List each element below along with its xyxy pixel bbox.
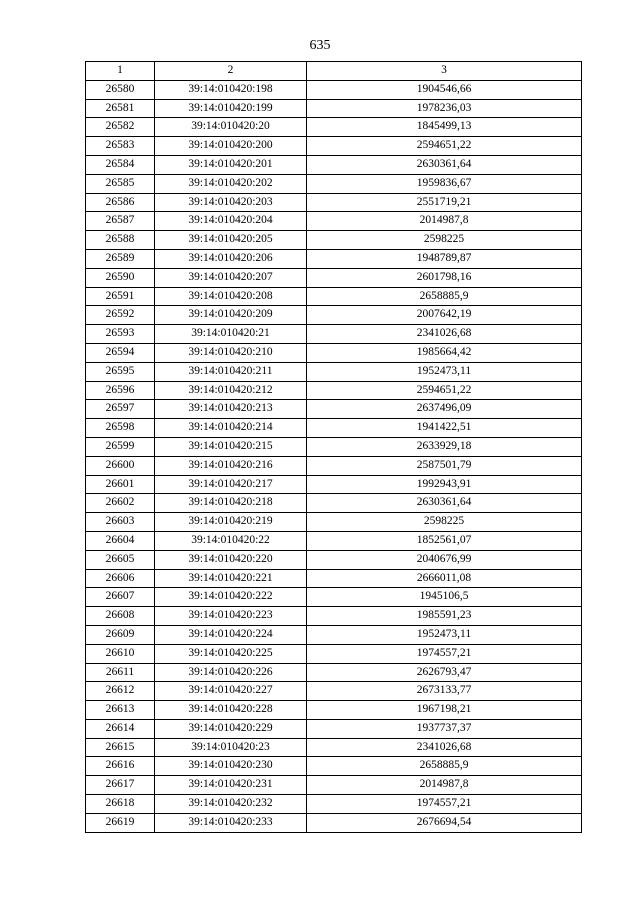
cadastral-number-cell: 39:14:010420:202 xyxy=(155,174,307,193)
row-number-cell: 26592 xyxy=(86,306,155,325)
table-row xyxy=(86,137,582,156)
cadastral-number-cell: 39:14:010420:224 xyxy=(155,625,307,644)
value-cell: 2341026,68 xyxy=(307,325,582,344)
table-body xyxy=(86,62,582,833)
value-cell: 2598225 xyxy=(307,231,582,250)
value-cell: 1952473,11 xyxy=(307,625,582,644)
value-cell: 2630361,64 xyxy=(307,155,582,174)
cadastral-number-cell: 39:14:010420:20 xyxy=(155,118,307,137)
row-number-cell: 26606 xyxy=(86,569,155,588)
value-cell: 2633929,18 xyxy=(307,437,582,456)
table-row xyxy=(86,193,582,212)
value-cell: 1974557,21 xyxy=(307,644,582,663)
value-cell: 1952473,11 xyxy=(307,362,582,381)
value-cell: 2637496,09 xyxy=(307,400,582,419)
row-number-cell: 26596 xyxy=(86,381,155,400)
value-cell: 1985591,23 xyxy=(307,607,582,626)
row-number-cell: 26583 xyxy=(86,137,155,156)
table-row xyxy=(86,588,582,607)
value-cell: 2673133,77 xyxy=(307,682,582,701)
table-row xyxy=(86,663,582,682)
table-row xyxy=(86,381,582,400)
cadastral-number-cell: 39:14:010420:219 xyxy=(155,513,307,532)
table-row xyxy=(86,268,582,287)
table-row xyxy=(86,80,582,99)
row-number-cell: 26601 xyxy=(86,475,155,494)
cadastral-number-cell: 39:14:010420:221 xyxy=(155,569,307,588)
row-number-cell: 26589 xyxy=(86,249,155,268)
table-row xyxy=(86,701,582,720)
table-row xyxy=(86,287,582,306)
cadastral-number-cell: 39:14:010420:201 xyxy=(155,155,307,174)
cadastral-number-cell: 39:14:010420:21 xyxy=(155,325,307,344)
row-number-cell: 26608 xyxy=(86,607,155,626)
cadastral-number-cell: 39:14:010420:204 xyxy=(155,212,307,231)
row-number-cell: 26603 xyxy=(86,513,155,532)
table-row xyxy=(86,400,582,419)
row-number-cell: 26614 xyxy=(86,719,155,738)
cadastral-number-cell: 39:14:010420:227 xyxy=(155,682,307,701)
row-number-cell: 26598 xyxy=(86,419,155,438)
cadastral-number-cell: 39:14:010420:222 xyxy=(155,588,307,607)
table-row xyxy=(86,155,582,174)
table-row xyxy=(86,343,582,362)
row-number-cell: 26613 xyxy=(86,701,155,720)
row-number-cell: 26618 xyxy=(86,795,155,814)
row-number-cell: 26590 xyxy=(86,268,155,287)
cadastral-number-cell: 39:14:010420:22 xyxy=(155,531,307,550)
value-cell: 1948789,87 xyxy=(307,249,582,268)
value-cell: 2551719,21 xyxy=(307,193,582,212)
cadastral-number-cell: 39:14:010420:231 xyxy=(155,776,307,795)
cadastral-number-cell: 39:14:010420:214 xyxy=(155,419,307,438)
cadastral-number-cell: 39:14:010420:23 xyxy=(155,738,307,757)
value-cell: 1992943,91 xyxy=(307,475,582,494)
row-number-cell: 26587 xyxy=(86,212,155,231)
value-cell: 1978236,03 xyxy=(307,99,582,118)
row-number-cell: 26610 xyxy=(86,644,155,663)
row-number-cell: 26616 xyxy=(86,757,155,776)
table-row xyxy=(86,456,582,475)
value-cell: 2594651,22 xyxy=(307,137,582,156)
cadastral-number-cell: 39:14:010420:209 xyxy=(155,306,307,325)
value-cell: 2040676,99 xyxy=(307,550,582,569)
row-number-cell: 26617 xyxy=(86,776,155,795)
value-cell: 2676694,54 xyxy=(307,813,582,832)
table-row xyxy=(86,625,582,644)
table-row xyxy=(86,795,582,814)
row-number-cell: 26609 xyxy=(86,625,155,644)
cadastral-number-cell: 39:14:010420:226 xyxy=(155,663,307,682)
table-row xyxy=(86,362,582,381)
row-number-cell: 26584 xyxy=(86,155,155,174)
row-number-cell: 26599 xyxy=(86,437,155,456)
value-cell: 2598225 xyxy=(307,513,582,532)
column-header: 1 xyxy=(86,62,155,81)
value-cell: 2626793,47 xyxy=(307,663,582,682)
row-number-cell: 26594 xyxy=(86,343,155,362)
value-cell: 1985664,42 xyxy=(307,343,582,362)
row-number-cell: 26611 xyxy=(86,663,155,682)
row-number-cell: 26595 xyxy=(86,362,155,381)
cadastral-number-cell: 39:14:010420:198 xyxy=(155,80,307,99)
row-number-cell: 26619 xyxy=(86,813,155,832)
table-row xyxy=(86,494,582,513)
value-cell: 2630361,64 xyxy=(307,494,582,513)
table-row xyxy=(86,306,582,325)
table-row xyxy=(86,550,582,569)
row-number-cell: 26597 xyxy=(86,400,155,419)
row-number-cell: 26580 xyxy=(86,80,155,99)
cadastral-number-cell: 39:14:010420:216 xyxy=(155,456,307,475)
value-cell: 2601798,16 xyxy=(307,268,582,287)
value-cell: 2666011,08 xyxy=(307,569,582,588)
cadastral-number-cell: 39:14:010420:200 xyxy=(155,137,307,156)
row-number-cell: 26600 xyxy=(86,456,155,475)
cadastral-number-cell: 39:14:010420:206 xyxy=(155,249,307,268)
value-cell: 2014987,8 xyxy=(307,776,582,795)
cadastral-number-cell: 39:14:010420:211 xyxy=(155,362,307,381)
data-table xyxy=(85,61,582,833)
value-cell: 2658885,9 xyxy=(307,757,582,776)
value-cell: 1852561,07 xyxy=(307,531,582,550)
value-cell: 2014987,8 xyxy=(307,212,582,231)
cadastral-number-cell: 39:14:010420:205 xyxy=(155,231,307,250)
cadastral-number-cell: 39:14:010420:199 xyxy=(155,99,307,118)
column-header: 2 xyxy=(155,62,307,81)
value-cell: 1974557,21 xyxy=(307,795,582,814)
cadastral-number-cell: 39:14:010420:212 xyxy=(155,381,307,400)
row-number-cell: 26585 xyxy=(86,174,155,193)
table-row xyxy=(86,174,582,193)
value-cell: 1967198,21 xyxy=(307,701,582,720)
value-cell: 2594651,22 xyxy=(307,381,582,400)
table-row xyxy=(86,475,582,494)
table-row xyxy=(86,569,582,588)
table-row xyxy=(86,99,582,118)
row-number-cell: 26588 xyxy=(86,231,155,250)
value-cell: 2587501,79 xyxy=(307,456,582,475)
cadastral-number-cell: 39:14:010420:223 xyxy=(155,607,307,626)
table-row xyxy=(86,719,582,738)
row-number-cell: 26581 xyxy=(86,99,155,118)
table-row xyxy=(86,513,582,532)
row-number-cell: 26602 xyxy=(86,494,155,513)
cadastral-number-cell: 39:14:010420:213 xyxy=(155,400,307,419)
value-cell: 2658885,9 xyxy=(307,287,582,306)
cadastral-number-cell: 39:14:010420:217 xyxy=(155,475,307,494)
value-cell: 1904546,66 xyxy=(307,80,582,99)
row-number-cell: 26605 xyxy=(86,550,155,569)
cadastral-number-cell: 39:14:010420:232 xyxy=(155,795,307,814)
table-row xyxy=(86,531,582,550)
table-row xyxy=(86,738,582,757)
table-row xyxy=(86,231,582,250)
row-number-cell: 26591 xyxy=(86,287,155,306)
row-number-cell: 26593 xyxy=(86,325,155,344)
table-row xyxy=(86,644,582,663)
row-number-cell: 26607 xyxy=(86,588,155,607)
value-cell: 1945106,5 xyxy=(307,588,582,607)
table-row xyxy=(86,813,582,832)
value-cell: 1845499,13 xyxy=(307,118,582,137)
cadastral-number-cell: 39:14:010420:230 xyxy=(155,757,307,776)
table-row xyxy=(86,607,582,626)
row-number-cell: 26615 xyxy=(86,738,155,757)
table-row xyxy=(86,118,582,137)
cadastral-number-cell: 39:14:010420:218 xyxy=(155,494,307,513)
cadastral-number-cell: 39:14:010420:207 xyxy=(155,268,307,287)
cadastral-number-cell: 39:14:010420:215 xyxy=(155,437,307,456)
value-cell: 2341026,68 xyxy=(307,738,582,757)
cadastral-number-cell: 39:14:010420:203 xyxy=(155,193,307,212)
table-row xyxy=(86,757,582,776)
table-row xyxy=(86,325,582,344)
cadastral-number-cell: 39:14:010420:228 xyxy=(155,701,307,720)
row-number-cell: 26604 xyxy=(86,531,155,550)
value-cell: 2007642,19 xyxy=(307,306,582,325)
page-number: 635 xyxy=(309,38,331,53)
table-row xyxy=(86,682,582,701)
table-row xyxy=(86,437,582,456)
value-cell: 1941422,51 xyxy=(307,419,582,438)
cadastral-number-cell: 39:14:010420:233 xyxy=(155,813,307,832)
value-cell: 1937737,37 xyxy=(307,719,582,738)
cadastral-number-cell: 39:14:010420:220 xyxy=(155,550,307,569)
table-header-row xyxy=(86,62,582,81)
row-number-cell: 26586 xyxy=(86,193,155,212)
value-cell: 1959836,67 xyxy=(307,174,582,193)
cadastral-number-cell: 39:14:010420:208 xyxy=(155,287,307,306)
row-number-cell: 26582 xyxy=(86,118,155,137)
cadastral-number-cell: 39:14:010420:210 xyxy=(155,343,307,362)
cadastral-number-cell: 39:14:010420:229 xyxy=(155,719,307,738)
table-row xyxy=(86,212,582,231)
row-number-cell: 26612 xyxy=(86,682,155,701)
cadastral-number-cell: 39:14:010420:225 xyxy=(155,644,307,663)
table-row xyxy=(86,419,582,438)
column-header: 3 xyxy=(307,62,582,81)
table-row xyxy=(86,249,582,268)
table-row xyxy=(86,776,582,795)
